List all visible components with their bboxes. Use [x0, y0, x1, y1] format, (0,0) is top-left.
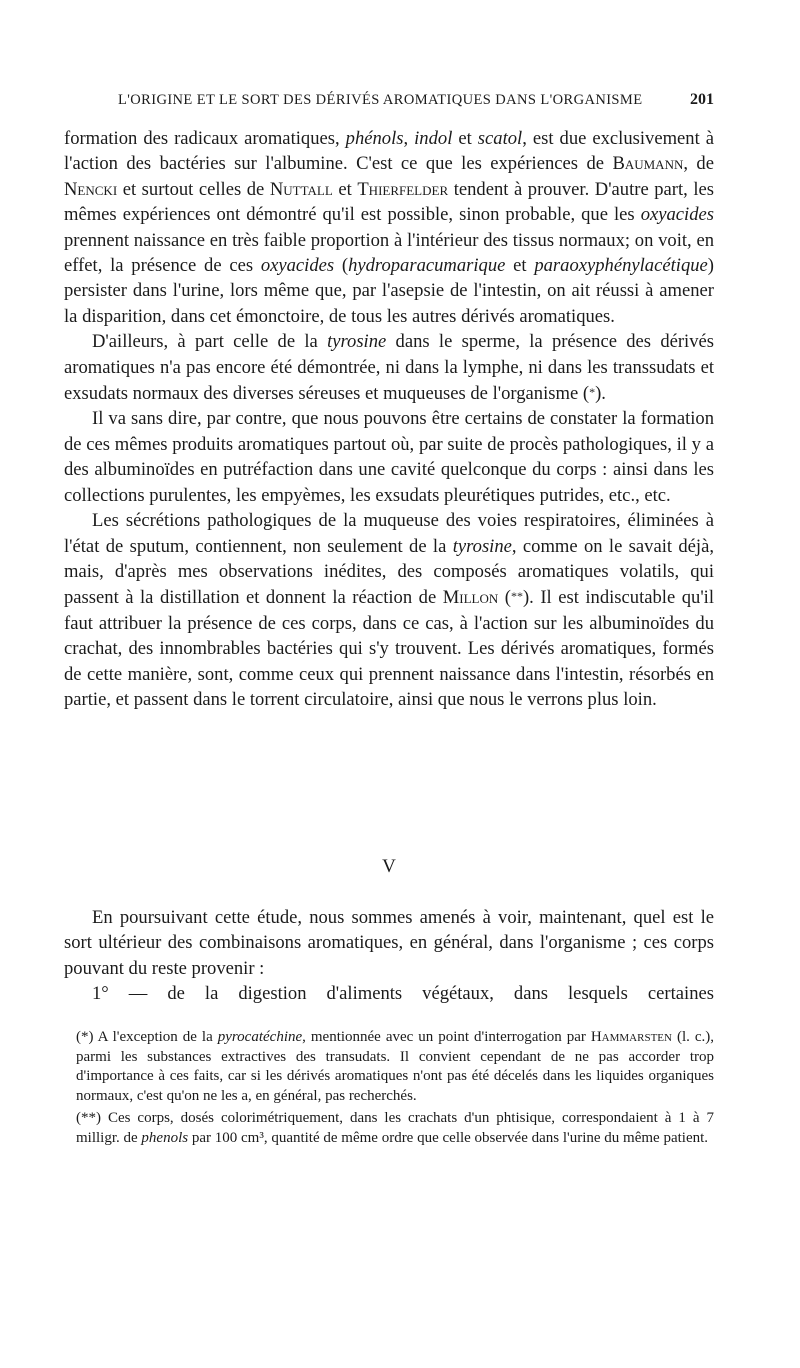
footnote-ref: *: [589, 385, 596, 400]
text-run: et surtout celles de: [117, 178, 270, 200]
author-name: Millon: [442, 587, 499, 609]
italic-term: scatol: [477, 128, 523, 149]
footnote-mark: (**): [76, 1110, 101, 1126]
paragraph-6: 1° — de la digestion d'aliments végétaux, dans lesquels certaines: [92, 983, 714, 1005]
author-name: Nuttall: [269, 178, 333, 200]
author-name: Thierfelder: [357, 178, 449, 200]
italic-term: tyrosine: [452, 535, 512, 557]
section-text: [64, 905, 714, 1007]
text-run: D'ailleurs, à part celle de la: [92, 331, 328, 353]
text-run: et: [332, 178, 358, 200]
author-name: Baumann: [612, 153, 684, 175]
footnote-1: [76, 1028, 714, 1106]
italic-term: indol: [414, 128, 453, 149]
text-run: (l. c.), parmi les substances extractives des transudats. Il convient cependant de ne pas accorder trop d'importance à ces faits, car si les dérivés aromatiques n'ont pas été décelés dans les liquides organiques normaux, c'est qu'on ne les a, en général, pas recherchés.: [76, 1029, 714, 1104]
text-run: ,: [403, 128, 415, 149]
text-run: Ces corps, dosés colorimétriquement, dans les crachats d'un phtisique, correspondaient à 1 à 7 milligr. de: [76, 1110, 714, 1146]
text-run: (: [334, 255, 349, 277]
italic-term: phenols: [141, 1129, 189, 1146]
text-run: Il va sans dire, par contre, que nous pouvons être certains de constater la formation de ces mêmes produits aromatiques partout où, par suite de procès pathologiques, il y a des albuminoïdes en putréfaction dans une cavité quelconque du corps : ainsi dans les collections purulentes, les empyèmes, les exsudats pleurétiques putrides, etc., etc.: [64, 408, 714, 506]
italic-term: pyrocatéchine: [217, 1029, 303, 1045]
text-run: et: [452, 128, 478, 149]
text-run: ).: [595, 383, 606, 405]
paragraph-1: [64, 126, 714, 329]
text-run: dans le sperme, la présence des dérivés aromatiques n'a pas encore été démontrée, ni dans la lymphe, ni dans les transsudats et exsudats normaux des diverses séreuses et muqueuses de l'organisme (: [64, 331, 715, 405]
main-text: [64, 126, 714, 712]
italic-term: tyrosine: [327, 331, 387, 353]
author-name: Nencki: [64, 178, 118, 200]
text-run: prennent naissance en très faible proportion à l'intérieur des tissus normaux; on voit, en effet, la présence de ces: [64, 229, 714, 277]
paragraph-4: [64, 508, 714, 712]
footnote-mark: (*): [76, 1029, 94, 1045]
paragraph-2: [64, 329, 714, 406]
running-title: L'ORIGINE ET LE SORT DES DÉRIVÉS AROMATIQUES DANS L'ORGANISME: [118, 92, 643, 108]
page-header: [118, 92, 714, 116]
section-heading: V: [382, 856, 396, 877]
text-run: et: [505, 255, 535, 277]
footnotes: [76, 1028, 714, 1148]
text-run: A l'exception de la: [93, 1029, 218, 1045]
page-number: 201: [690, 91, 714, 108]
text-run: ). Il est indiscutable qu'il faut attribuer la présence de ces corps, dans ce cas, à l'action sur les albuminoïdes du crachat, des innombrables bactéries qui s'y trouvent. Les dérivés aromatiques, formés de cette manière, sont, comme ceux qui prennent naissance dans l'intestin, résorbés en partie, et passent dans le torrent circulatoire, ainsi que nous le verrons plus loin.: [64, 587, 715, 710]
text-run: , de: [683, 153, 714, 175]
text-run: Les sécrétions pathologiques de la muqueuse des voies respiratoires, éliminées à l'état de sputum, contiennent, non seulement de la: [64, 510, 714, 557]
text-run: ) persister dans l'urine, lors même que, par l'asepsie de l'intestin, on ait réussi à amener la disparition, dans cet émonctoire, de tous les autres dérivés aromatiques.: [64, 255, 714, 327]
italic-term: paraoxyphénylacétique: [534, 255, 708, 277]
text-run: tendent à prouver. D'autre part, les mêmes expériences ont démontré qu'il est possible, sinon probable, que les: [64, 178, 715, 226]
paragraph-3: [64, 406, 714, 508]
footnote-2: [76, 1109, 714, 1148]
text-run: par 100 cm³, quantité de même ordre que celle observée dans l'urine du même patient.: [188, 1129, 709, 1146]
text-run: , mentionnée avec un point d'interrogation par: [302, 1029, 591, 1045]
paragraph-5: En poursuivant cette étude, nous sommes amenés à voir, maintenant, quel est le sort ultérieur des combinaisons aromatiques, en général, dans l'organisme ; ces corps pouvant du reste provenir :: [64, 907, 714, 979]
text-run: , comme on le savait déjà, mais, d'après mes observations inédites, des composés aromatiques volatils, qui passent à la distillation et donnent la réaction de: [64, 535, 714, 609]
text-run: formation des radicaux aromatiques,: [64, 128, 346, 149]
text-run: , est due exclusivement à l'action des bactéries sur l'albumine. C'est ce que les expériences de: [64, 128, 715, 175]
italic-term: oxyacides: [260, 255, 335, 277]
author-name: Hammarsten: [590, 1029, 672, 1045]
text-run: (: [498, 587, 511, 609]
footnote-ref: **: [510, 589, 523, 604]
italic-term: hydroparacumarique: [348, 255, 506, 277]
italic-term: oxyacides: [640, 204, 714, 226]
italic-term: phénols: [345, 128, 404, 149]
